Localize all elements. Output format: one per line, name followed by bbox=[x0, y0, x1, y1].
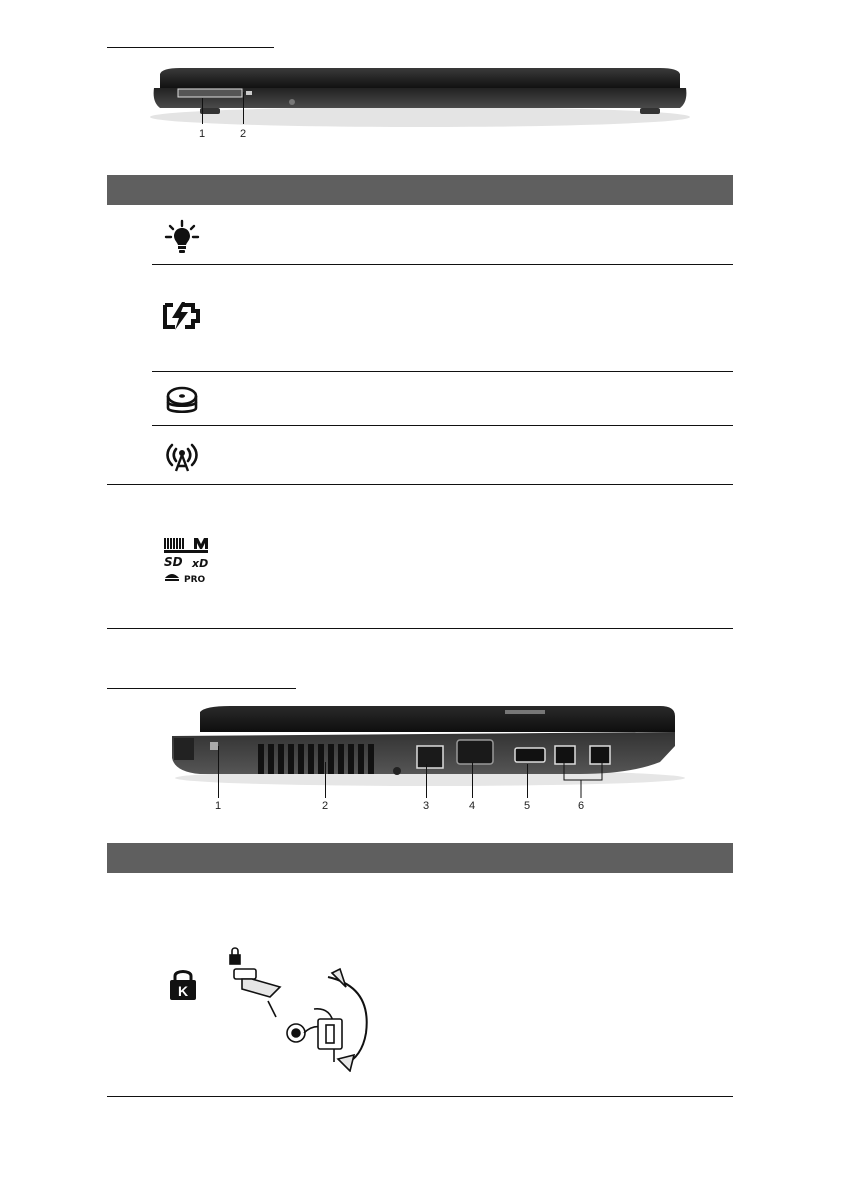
laptop-front-illustration bbox=[140, 62, 700, 132]
row-divider bbox=[152, 264, 733, 265]
memory-card-logos-icon bbox=[162, 536, 212, 591]
kensington-lock-icon bbox=[166, 967, 200, 1006]
callout-line-left-6 bbox=[560, 760, 610, 800]
row-divider bbox=[107, 628, 733, 629]
laptop-left-side-illustration bbox=[160, 702, 690, 786]
row-divider bbox=[107, 484, 733, 485]
callout-label-left-6: 6 bbox=[577, 800, 585, 812]
callout-line-1 bbox=[202, 98, 203, 124]
hdd-activity-icon bbox=[165, 386, 199, 423]
callout-label-left-1: 1 bbox=[214, 800, 222, 812]
callout-line-left-1 bbox=[218, 746, 219, 798]
callout-line-left-2 bbox=[325, 762, 326, 798]
row-divider bbox=[107, 1096, 733, 1097]
callout-label-left-4: 4 bbox=[468, 800, 476, 812]
callout-label-1: 1 bbox=[198, 128, 206, 140]
battery-charging-icon bbox=[161, 300, 203, 337]
row-divider bbox=[152, 425, 733, 426]
xd-logo-text: xD bbox=[192, 557, 209, 570]
callout-label-2: 2 bbox=[239, 128, 247, 140]
callout-label-left-2: 2 bbox=[321, 800, 329, 812]
callout-line-left-4 bbox=[472, 762, 473, 798]
sd-logo-text: SD bbox=[164, 555, 183, 569]
front-table-header bbox=[107, 175, 733, 205]
left-table-header bbox=[107, 843, 733, 873]
wireless-communication-icon bbox=[162, 439, 202, 478]
lock-letter: K bbox=[177, 983, 189, 999]
callout-label-left-3: 3 bbox=[422, 800, 430, 812]
left-heading-underline bbox=[107, 688, 296, 689]
front-heading-underline bbox=[107, 47, 274, 48]
pro-logo-text: PRO bbox=[184, 575, 206, 585]
callout-label-left-5: 5 bbox=[523, 800, 531, 812]
row-divider bbox=[152, 371, 733, 372]
lightbulb-icon bbox=[164, 219, 200, 260]
callout-line-left-5 bbox=[527, 764, 528, 798]
callout-line-2 bbox=[243, 92, 244, 124]
callout-line-left-3 bbox=[426, 764, 427, 798]
lock-cable-illustration bbox=[222, 947, 382, 1072]
